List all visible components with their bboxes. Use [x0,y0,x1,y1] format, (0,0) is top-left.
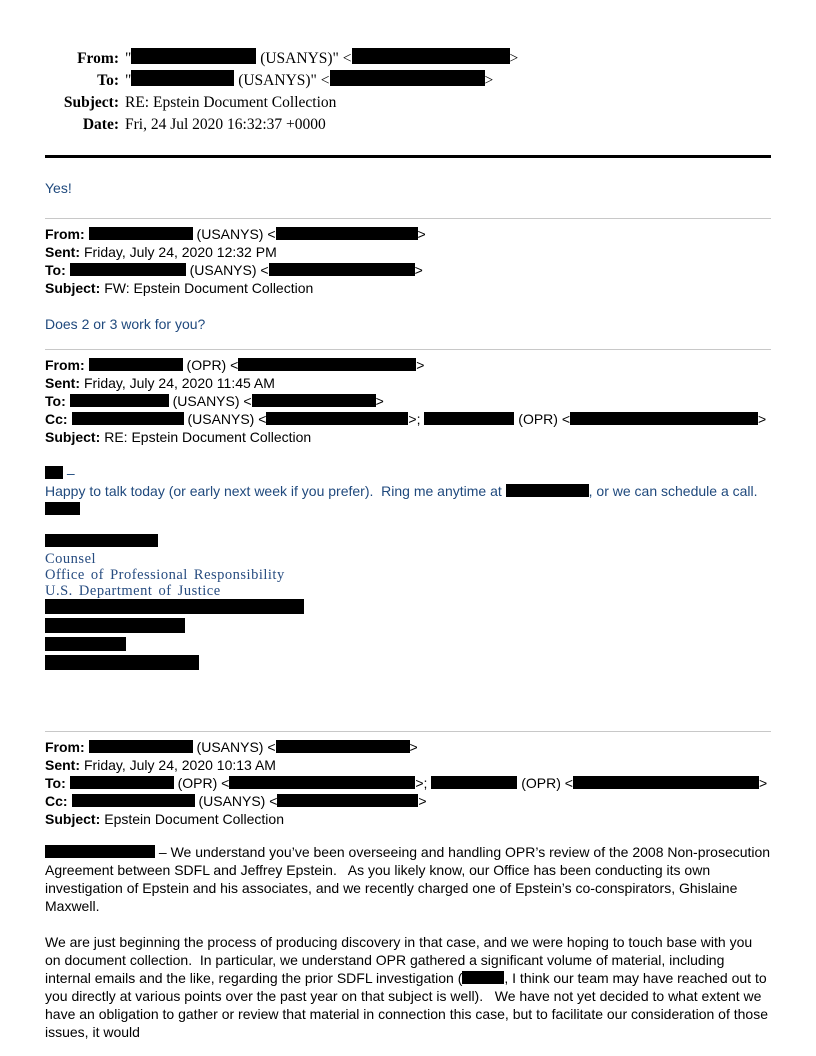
header-row [45,114,771,136]
header-row [45,92,771,114]
header-label: From: [45,739,85,755]
header-label: Subject: [45,280,101,296]
spacer [45,333,771,349]
text-segment: (USANYS)" < [256,50,352,67]
spacer [45,297,771,315]
header-value [84,375,275,391]
text-segment: – [63,465,75,481]
signature-line: Counsel [45,551,97,567]
text-segment: >; [415,775,432,791]
redaction-bar [45,466,63,479]
text-segment: (OPR) < [182,357,239,373]
redaction-bar [573,776,759,789]
signature-line [45,599,771,618]
header-label: To: [45,775,66,791]
text-segment: (OPR) < [173,775,230,791]
header-value [104,280,313,296]
text-segment: > [509,50,519,67]
text-segment: > [375,393,384,409]
signature-line [45,618,771,637]
text-segment: RE: Epstein Document Collection [104,429,312,445]
text-segment: > [416,357,425,373]
redaction-bar [45,655,199,670]
text-segment: (USANYS) < [183,411,267,427]
header-row [45,48,771,70]
text-segment: (USANYS) < [185,262,269,278]
quoted-email-header [45,738,771,828]
header-label: Subject: [63,94,119,111]
header-value [104,811,284,827]
message-header [45,48,771,136]
header-value [89,226,426,242]
header-value [84,244,277,260]
header-value [125,48,771,70]
header-value [84,757,276,773]
header-label: Sent: [45,757,80,773]
redaction-bar [229,776,415,789]
redaction-bar [252,394,376,407]
header-row [45,356,771,374]
header-row [45,810,771,828]
text-segment: > [418,793,427,809]
redaction-bar [70,263,186,276]
redaction-bar [70,776,174,789]
spacer [45,197,771,218]
redaction-bar [276,227,418,240]
header-row [45,225,771,243]
text-segment: (USANYS) < [168,393,252,409]
redaction-bar [45,502,80,515]
text-segment: Friday, July 24, 2020 11:45 AM [84,375,275,391]
header-row [45,279,771,297]
header-row [45,792,771,810]
text-segment: Happy to talk today (or early next week if you prefer). Ring me anytime at [45,483,506,499]
redaction-bar [45,599,304,614]
signature-line [45,655,771,674]
spacer [45,674,771,731]
redaction-bar [506,484,589,497]
redaction-bar [276,740,410,753]
text-segment: " [125,50,132,67]
header-label: Cc: [45,411,68,427]
text-segment: > [758,775,768,791]
spacer [45,828,771,843]
text-segment: (USANYS)" < [234,72,330,89]
header-value [104,429,311,445]
header-value [89,357,425,373]
header-label: To: [45,262,66,278]
signature-line: Office of Professional Responsibility [45,567,285,583]
header-label: Sent: [45,375,80,391]
redaction-bar [462,971,504,984]
text-segment: > [758,411,767,427]
paragraph [45,933,771,1041]
header-row [45,392,771,410]
redaction-bar [45,845,155,858]
header-value [125,92,771,114]
header-value [72,411,767,427]
signature-line [45,534,771,551]
header-row [45,774,771,792]
text-segment: Fri, 24 Jul 2020 16:32:37 +0000 [125,116,326,133]
header-value [125,70,771,92]
text-segment: FW: Epstein Document Collection [104,280,314,296]
header-label: Subject: [45,811,101,827]
text-segment: We are just beginning the process of producing discovery in that case, and we were hoping to touch base with you on document collection. In particular, we understand OPR gathered a significant volume of material, including internal emails and the like, regarding the prior SDFL investigation ( [45,934,757,986]
spacer [45,446,771,464]
quoted-email-header [45,356,771,446]
text-segment: > [484,72,494,89]
text-segment: >; [408,411,425,427]
redaction-bar [131,48,256,64]
redaction-bar [570,412,758,425]
text-segment: Epstein Document Collection [104,811,284,827]
header-row [45,428,771,446]
email-thread [45,48,774,1041]
header-row [45,261,771,279]
spacer [45,136,771,155]
text-segment: (USANYS) < [192,226,276,242]
redaction-bar [431,776,517,789]
text-segment: (OPR) < [514,411,571,427]
text-segment: – We understand you’ve been overseeing and handling OPR’s review of the 2008 Non-prosecution Agreement between SDFL and Jeffrey Epstein. As you likely know, our Office has been conducting its own investigation of Epstein and his associates, and we recently charged one of Epstein’s co-conspirators, Ghislaine Maxwell. [45,844,774,914]
redaction-bar [70,394,169,407]
text-segment: Does 2 or 3 work for you? [45,316,206,332]
text-segment: Yes! [45,180,72,196]
redaction-bar [131,70,234,86]
header-row [45,374,771,392]
header-value [89,739,418,755]
header-label: From: [77,50,119,67]
header-label: Sent: [45,244,80,260]
header-row [45,738,771,756]
text-segment: > [414,262,423,278]
header-label: Subject: [45,429,101,445]
text-segment: (USANYS) < [194,793,278,809]
header-value [70,262,423,278]
redaction-bar [238,358,416,371]
signature-line: U.S. Department of Justice [45,583,221,599]
paragraph [45,843,774,915]
header-row [45,70,771,92]
paragraph [45,482,771,500]
redaction-bar [269,263,415,276]
signature-block [45,534,771,674]
header-row [45,756,771,774]
header-value [70,393,384,409]
text-segment: Friday, July 24, 2020 12:32 PM [84,244,277,260]
signature-line [45,637,771,655]
text-segment: , or we can schedule a call. [588,483,758,499]
text-segment: > [417,226,426,242]
paragraph [45,464,771,482]
text-segment: (USANYS) < [192,739,276,755]
spacer [45,915,771,933]
header-label: To: [97,72,119,89]
header-row [45,243,771,261]
text-segment: " [125,72,132,89]
paragraph [45,500,771,518]
redaction-bar [277,794,418,807]
redaction-bar [72,794,195,807]
header-label: Cc: [45,793,68,809]
text-segment: (OPR) < [517,775,573,791]
header-label: From: [45,357,85,373]
redaction-bar [45,534,158,547]
redaction-bar [72,412,184,425]
text-segment: Friday, July 24, 2020 10:13 AM [84,757,276,773]
header-row [45,410,771,428]
redaction-bar [266,412,408,425]
header-label: Date: [82,116,119,133]
quoted-email-header [45,225,771,297]
header-label: From: [45,226,85,242]
redaction-bar [89,358,183,371]
text-segment: > [409,739,418,755]
redaction-bar [45,618,185,633]
redaction-bar [45,637,126,651]
redaction-bar [89,227,193,240]
paragraph [45,179,771,197]
redaction-bar [330,70,485,86]
text-segment: , I think our team may have reached out to you directly at various points over the past year on that subject is well). We have not yet decided to what extent we have an obligation to gather or review that material in connection this case, but to facilitate our consideration of those issues, it would [45,970,772,1040]
redaction-bar [352,48,510,64]
redaction-bar [424,412,514,425]
header-value [125,114,771,136]
spacer [45,158,771,179]
paragraph [45,315,771,333]
header-value [70,775,767,791]
header-label: To: [45,393,66,409]
spacer [45,518,771,534]
text-segment: RE: Epstein Document Collection [125,94,337,111]
header-value [72,793,427,809]
redaction-bar [89,740,193,753]
